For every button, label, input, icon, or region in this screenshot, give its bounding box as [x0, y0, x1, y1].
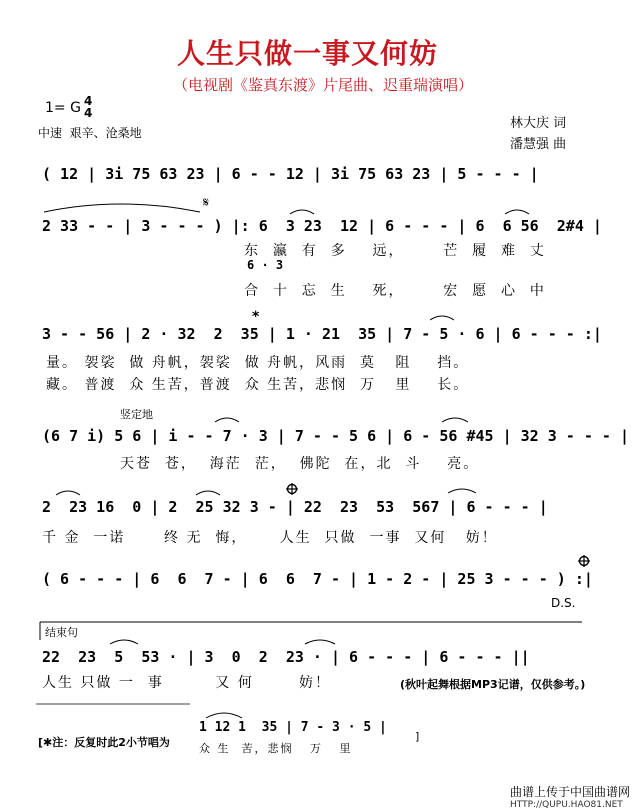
lyric-line-5: 千 金 一诺 终 无 悔， 人生 只做 一事 又何 妨！ [42, 530, 498, 546]
lyric-line-4: 天苍 苍， 海茫 茫， 佛陀 在，北 斗 亮。 [120, 456, 480, 472]
time-signature-top: 4 [84, 94, 93, 108]
dal-segno: D.S. [551, 596, 576, 610]
ending-label: 结束句 [45, 626, 78, 639]
transcription-note: (秋叶起舞根据MP3记谱，仅供参考。) [400, 678, 586, 691]
footnote-lyrics: 众 生 苦，悲悯 万 里 [199, 742, 353, 755]
lyric-line-2b: 合 十 忘 生 死， 宏 愿 心 中 [244, 283, 546, 299]
expression-mark: 竖定地 [120, 408, 153, 421]
source-url: HTTP://QUPU.HAO81.NET [510, 800, 623, 810]
score-line-4: (6 7 i) 5 6 | i - - 7 · 3 | 7 - - 5 6 | 6 - 56 #45 | 32 3 - - - | [42, 427, 629, 445]
tempo-marking: 中速 艰辛、沧桑地 [38, 126, 142, 140]
ending-bracket [40, 622, 582, 640]
key-signature: 1= G [45, 100, 81, 116]
coda-icon [578, 555, 590, 567]
song-subtitle: （电视剧《鉴真东渡》片尾曲、迟重瑞演唱） [173, 76, 474, 94]
footnote-notes: 1 12 1 35 | 7 - 3 · 5 | [199, 720, 387, 735]
lyric-line-3a: 量。 袈裟 做 舟帆，袈裟 做 舟帆，风雨 莫 阻 挡。 [46, 355, 470, 371]
score-line-ending: 22 23 5 53 · | 3 0 2 23 · | 6 - - - | 6 - - - || [42, 648, 530, 666]
score-line-6: ( 6 - - - | 6 6 7 - | 6 6 7 - | 1 - 2 - | 25 3 - - - ) :| [42, 570, 593, 588]
alt-notes-2: 6 · 3 [247, 258, 284, 272]
score-line-1: ( 12 | 3i 75 63 23 | 6 - - 12 | 3i 75 63 23 | 5 - - - | [42, 165, 539, 183]
source-line: 曲谱上传于中国曲谱网 [510, 785, 631, 799]
footnote-label: [✱注：反复时此2小节唱为 [38, 736, 170, 749]
segno-icon: 𝄋 [203, 195, 210, 211]
song-title: 人生只做一事又何妨 [177, 37, 439, 70]
coda-icon [286, 483, 298, 495]
footnote-close-bracket: ] [415, 730, 420, 743]
lyric-line-ending: 人生 只做 一 事 又 何 妨！ [42, 675, 332, 691]
lyric-line-3b: 藏。 普渡 众 生苦，普渡 众 生苦，悲悯 万 里 长。 [46, 377, 470, 393]
lyricist: 林大庆 词 [510, 116, 567, 131]
slurs [44, 204, 529, 718]
time-signature-bottom: 4 [84, 106, 93, 120]
lyric-line-2a: 东 瀛 有 多 远， 芒 履 难 丈 [244, 243, 546, 259]
score-line-5: 2 23 16 0 | 2 25 32 3 - | 22 23 53 567 | 6 - - - | [42, 498, 548, 516]
score-line-2: 2 33 - - | 3 - - - ) |: 6 3 23 12 | 6 - - - | 6 6 56 2#4 | [42, 217, 602, 235]
score-line-3: 3 - - 56 | 2 · 32 2 35 | 1 · 21 35 | 7 - 5 · 6 | 6 - - - :| [42, 325, 602, 343]
composer: 潘慧强 曲 [510, 137, 567, 152]
asterisk-mark: * [252, 309, 260, 325]
